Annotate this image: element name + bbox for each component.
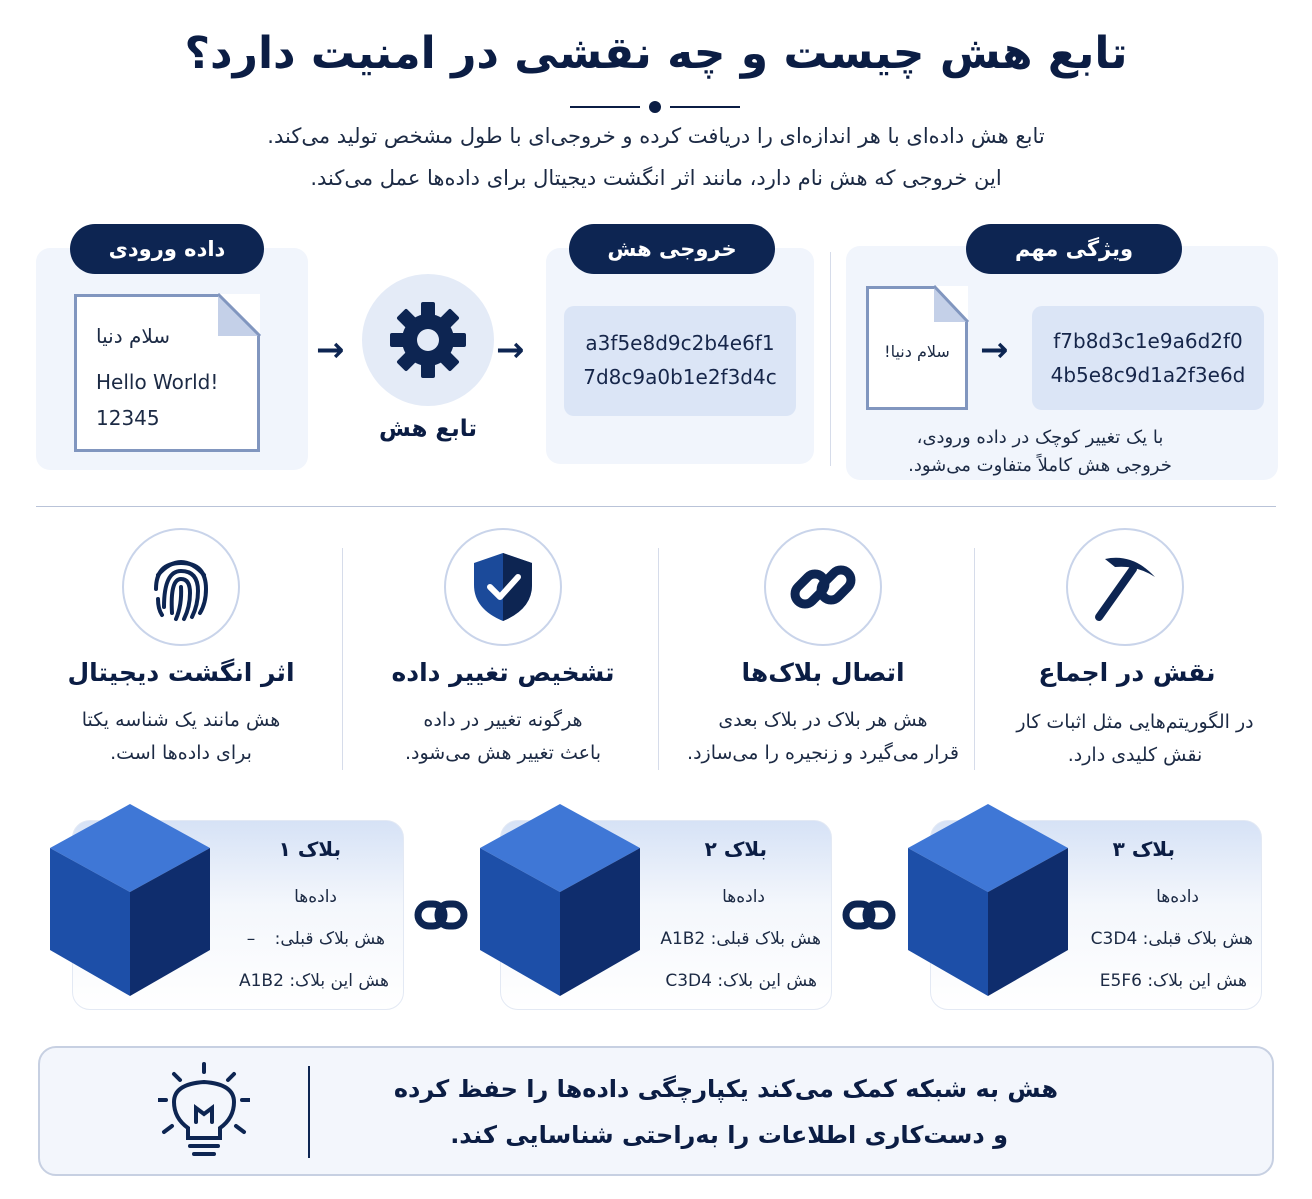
document-fold-icon — [216, 292, 262, 338]
this-hash-value: C3D4 — [665, 971, 712, 991]
feature-tamper-circle — [444, 528, 562, 646]
feature-consensus-title: نقش در اجماع — [1038, 658, 1216, 687]
block-title: بلاک ۲ — [704, 837, 767, 861]
chain-link-icon — [785, 549, 861, 625]
chain-link-icon — [842, 898, 896, 932]
input-line-1: سلام دنیا — [96, 324, 171, 348]
input-label: داده ورودی — [70, 224, 264, 274]
block-data-label: داده‌ها — [1156, 887, 1199, 907]
property-doc-text: سلام دنیا! — [884, 342, 950, 361]
feature-fingerprint-title: اثر انگشت دیجیتال — [67, 658, 295, 687]
prev-hash-value: A1B2 — [660, 929, 706, 949]
summary-line-2: و دست‌کاری اطلاعات را به‌راحتی شناسایی کند. — [450, 1121, 1008, 1149]
feature-desc-line: باعث تغییر هش می‌شود. — [404, 742, 602, 764]
property-label: ویژگی مهم — [966, 224, 1182, 274]
block-prev-hash — [660, 929, 821, 949]
this-hash-label: هش این بلاک: — [717, 971, 817, 991]
prev-hash-label: هش بلاک قبلی: — [1142, 929, 1253, 949]
prev-hash-value: – — [246, 929, 256, 949]
intro-line-1: تابع هش داده‌ای با هر اندازه‌ای را دریافت کرده و خروجی‌ای با طول مشخص تولید می‌کند. — [267, 124, 1045, 148]
block-title: بلاک ۱ — [278, 837, 341, 861]
summary-box — [38, 1046, 1274, 1176]
summary-line-1: هش به شبکه کمک می‌کند یکپارچگی داده‌ها را حفظ کرده — [393, 1075, 1058, 1103]
feature-tamper-title: تشخیص تغییر داده — [391, 658, 615, 687]
feature-desc-line: قرار می‌گیرد و زنجیره را می‌سازد. — [687, 742, 959, 764]
arrow-icon: → — [316, 330, 345, 370]
feature-desc-line: هرگونه تغییر در داده — [423, 709, 583, 731]
block-prev-hash — [247, 929, 385, 949]
feature-desc-line: هش هر بلاک در بلاک بعدی — [718, 709, 928, 731]
input-line-2: Hello World! — [96, 370, 219, 394]
document-fold-icon — [932, 284, 970, 324]
property-note — [870, 424, 1210, 480]
feature-fingerprint-desc — [40, 704, 322, 770]
feature-consensus-circle — [1066, 528, 1184, 646]
property-hash-box — [1032, 306, 1264, 410]
block-this-hash — [239, 971, 389, 991]
property-note-line-2: خروجی هش کاملاً متفاوت می‌شود. — [908, 455, 1172, 476]
this-hash-label: هش این بلاک: — [289, 971, 389, 991]
feature-desc-line: نقش کلیدی دارد. — [1067, 744, 1203, 766]
arrow-icon: → — [980, 330, 1009, 370]
block-cube-icon — [476, 800, 644, 1000]
hash-function-circle — [362, 274, 494, 406]
title-divider — [570, 100, 740, 114]
section-divider — [36, 506, 1276, 507]
hash-function-label: تابع هش — [378, 416, 478, 442]
output-label: خروجی هش — [569, 224, 775, 274]
gear-icon — [386, 298, 470, 382]
property-hash-line-2: 4b5e8c9d1a2f3e6d — [1050, 363, 1246, 387]
pickaxe-icon — [1085, 547, 1165, 627]
summary-divider — [308, 1066, 310, 1158]
feature-linking-desc — [668, 704, 978, 770]
feature-linking-title: اتصال بلاک‌ها — [741, 658, 905, 687]
shield-check-icon — [468, 549, 538, 625]
block-cube-icon — [904, 800, 1072, 1000]
block-this-hash — [1100, 971, 1247, 991]
output-hash-line-1: a3f5e8d9c2b4e6f1 — [585, 331, 775, 355]
arrow-icon: → — [496, 330, 525, 370]
feature-desc-line: هش مانند یک شناسه یکتا — [81, 709, 281, 731]
block-data-label: داده‌ها — [722, 887, 765, 907]
block-data-label: داده‌ها — [294, 887, 337, 907]
input-line-3: 12345 — [96, 406, 160, 430]
intro-line-2: این خروجی که هش نام دارد، مانند اثر انگشت دیجیتال برای داده‌ها عمل می‌کند. — [310, 166, 1002, 190]
chain-link-icon — [414, 898, 468, 932]
this-hash-value: A1B2 — [238, 971, 284, 991]
feature-desc-line: برای داده‌ها است. — [110, 742, 252, 764]
prev-hash-value: C3D4 — [1090, 929, 1138, 949]
feature-consensus-desc — [990, 706, 1280, 772]
block-this-hash — [665, 971, 817, 991]
feature-linking-circle — [764, 528, 882, 646]
this-hash-value: E5F6 — [1099, 971, 1142, 991]
prev-hash-label: هش بلاک قبلی: — [274, 929, 385, 949]
output-hash-box — [564, 306, 796, 416]
property-hash-line-1: f7b8d3c1e9a6d2f0 — [1053, 329, 1243, 353]
block-title: بلاک ۳ — [1112, 837, 1175, 861]
summary-text — [158, 1066, 1058, 1158]
block-prev-hash — [1091, 929, 1253, 949]
lightbulb-icon — [158, 1062, 250, 1162]
prev-hash-label: هش بلاک قبلی: — [710, 929, 821, 949]
feature-tamper-desc — [360, 704, 646, 770]
this-hash-label: هش این بلاک: — [1147, 971, 1247, 991]
feature-desc-line: در الگوریتم‌هایی مثل اثبات کار — [1016, 711, 1254, 733]
page-title: تابع هش چیست و چه نقشی در امنیت دارد؟ — [184, 28, 1128, 79]
property-note-line-1: با یک تغییر کوچک در داده ورودی، — [916, 427, 1164, 448]
feature-fingerprint-circle — [122, 528, 240, 646]
fingerprint-icon — [146, 549, 216, 625]
output-hash-line-2: 7d8c9a0b1e2f3d4c — [583, 365, 777, 389]
block-cube-icon — [46, 800, 214, 1000]
